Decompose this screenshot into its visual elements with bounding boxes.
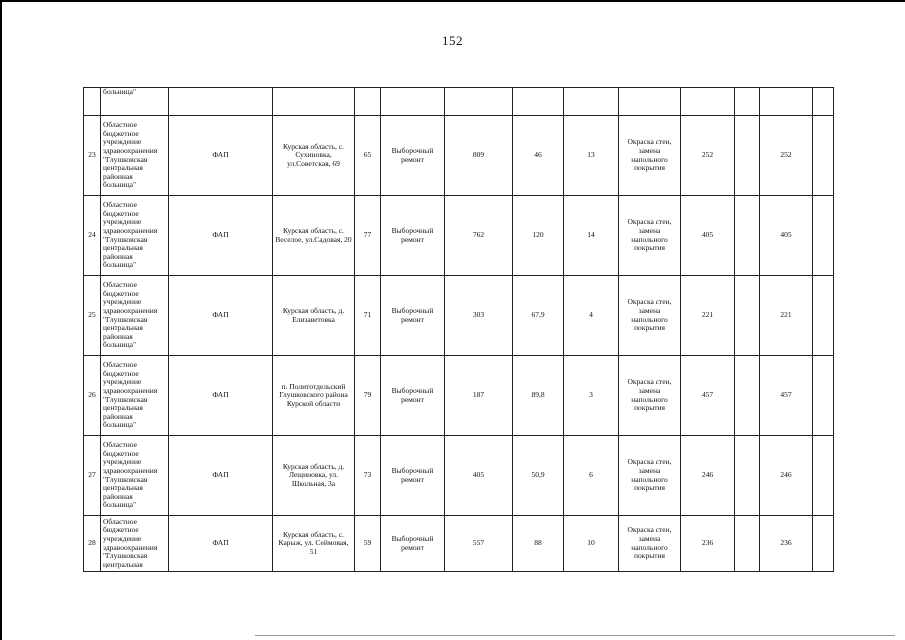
cell-col12 xyxy=(735,276,760,356)
cell-empty xyxy=(681,88,735,116)
cell-num xyxy=(84,88,101,116)
cell-col5: 65 xyxy=(355,116,381,196)
cell-col9: 10 xyxy=(564,516,619,572)
cell-works: Окраска стен, замена напольного покрытия xyxy=(619,356,681,436)
cell-num: 28 xyxy=(84,516,101,572)
table-row xyxy=(84,116,834,196)
table-row-carryover xyxy=(84,88,834,116)
cell-col12 xyxy=(735,356,760,436)
cell-type: ФАП xyxy=(169,436,273,516)
cell-org: Областное бюджетное учреждение здравоохранения "Глушковская центральная районная больница" xyxy=(101,436,169,516)
cell-col7: 557 xyxy=(445,516,513,572)
cell-repair: Выборочный ремонт xyxy=(381,356,445,436)
cell-num: 23 xyxy=(84,116,101,196)
cell-col5: 79 xyxy=(355,356,381,436)
cell-repair: Выборочный ремонт xyxy=(381,116,445,196)
cell-col8: 46 xyxy=(513,116,564,196)
cell-org: Областное бюджетное учреждение здравоохранения "Глушковская центральная районная больница" xyxy=(101,356,169,436)
cell-empty xyxy=(169,88,273,116)
cell-address: Курская область, с. Веселое, ул.Садовая, 20 xyxy=(273,196,355,276)
cell-col14 xyxy=(813,356,834,436)
cell-empty xyxy=(619,88,681,116)
table-row xyxy=(84,516,834,572)
cell-works: Окраска стен, замена напольного покрытия xyxy=(619,196,681,276)
cell-col11: 405 xyxy=(681,196,735,276)
cell-org: Областное бюджетное учреждение здравоохранения "Глушковская центральная xyxy=(101,516,169,572)
cell-repair: Выборочный ремонт xyxy=(381,276,445,356)
cell-type: ФАП xyxy=(169,356,273,436)
table-row xyxy=(84,196,834,276)
cell-col11: 246 xyxy=(681,436,735,516)
cell-col13: 252 xyxy=(760,116,813,196)
cell-col9: 13 xyxy=(564,116,619,196)
cell-empty xyxy=(355,88,381,116)
cell-col12 xyxy=(735,196,760,276)
cell-col12 xyxy=(735,516,760,572)
cell-num: 24 xyxy=(84,196,101,276)
cell-col8: 67,9 xyxy=(513,276,564,356)
table-row xyxy=(84,356,834,436)
cell-col7: 303 xyxy=(445,276,513,356)
cell-col12 xyxy=(735,116,760,196)
cell-num: 26 xyxy=(84,356,101,436)
cell-col13: 246 xyxy=(760,436,813,516)
cell-empty xyxy=(381,88,445,116)
page-number: 152 xyxy=(442,33,463,48)
cell-col9: 6 xyxy=(564,436,619,516)
cell-num: 25 xyxy=(84,276,101,356)
cell-col14 xyxy=(813,196,834,276)
cell-col14 xyxy=(813,276,834,356)
cell-org: больница" xyxy=(101,88,169,116)
cell-col8: 89,8 xyxy=(513,356,564,436)
cell-col13: 221 xyxy=(760,276,813,356)
scan-left-border xyxy=(0,0,2,640)
cell-num: 27 xyxy=(84,436,101,516)
cell-col5: 77 xyxy=(355,196,381,276)
table-row xyxy=(84,436,834,516)
cell-col5: 71 xyxy=(355,276,381,356)
cell-empty xyxy=(273,88,355,116)
cell-col9: 4 xyxy=(564,276,619,356)
cell-col8: 50,9 xyxy=(513,436,564,516)
cell-col8: 88 xyxy=(513,516,564,572)
cell-works: Окраска стен, замена напольного покрытия xyxy=(619,116,681,196)
cell-address: Курская область, д. Елизаветовка xyxy=(273,276,355,356)
cell-repair: Выборочный ремонт xyxy=(381,516,445,572)
cell-col11: 252 xyxy=(681,116,735,196)
cell-empty xyxy=(564,88,619,116)
cell-empty xyxy=(735,88,760,116)
cell-col5: 59 xyxy=(355,516,381,572)
cell-repair: Выборочный ремонт xyxy=(381,196,445,276)
cell-col11: 236 xyxy=(681,516,735,572)
cell-col7: 405 xyxy=(445,436,513,516)
cell-address: Курская область, с. Карыж, ул. Сеймовая, 51 xyxy=(273,516,355,572)
cell-org: Областное бюджетное учреждение здравоохранения "Глушковская центральная районная больница" xyxy=(101,276,169,356)
cell-address: Курская область, с. Сухиновка, ул.Советская, 69 xyxy=(273,116,355,196)
cell-type: ФАП xyxy=(169,116,273,196)
cell-empty xyxy=(760,88,813,116)
cell-col13: 236 xyxy=(760,516,813,572)
cell-empty xyxy=(445,88,513,116)
cell-col13: 457 xyxy=(760,356,813,436)
facilities-table xyxy=(83,87,834,572)
scan-top-border xyxy=(0,0,905,2)
cell-org: Областное бюджетное учреждение здравоохранения "Глушковская центральная районная больница" xyxy=(101,196,169,276)
cell-col7: 809 xyxy=(445,116,513,196)
table-row xyxy=(84,276,834,356)
cell-col13: 405 xyxy=(760,196,813,276)
cell-org: Областное бюджетное учреждение здравоохранения "Глушковская центральная районная больница" xyxy=(101,116,169,196)
cell-col9: 14 xyxy=(564,196,619,276)
cell-repair: Выборочный ремонт xyxy=(381,436,445,516)
cell-col11: 221 xyxy=(681,276,735,356)
cell-type: ФАП xyxy=(169,276,273,356)
cell-col14 xyxy=(813,116,834,196)
scan-bottom-line xyxy=(255,635,895,636)
cell-type: ФАП xyxy=(169,516,273,572)
cell-col7: 762 xyxy=(445,196,513,276)
cell-empty xyxy=(513,88,564,116)
cell-works: Окраска стен, замена напольного покрытия xyxy=(619,276,681,356)
cell-type: ФАП xyxy=(169,196,273,276)
cell-address: п. Политотдельский Глушковского района Курской области xyxy=(273,356,355,436)
cell-works: Окраска стен, замена напольного покрытия xyxy=(619,436,681,516)
cell-works: Окраска стен, замена напольного покрытия xyxy=(619,516,681,572)
cell-col11: 457 xyxy=(681,356,735,436)
cell-col14 xyxy=(813,516,834,572)
cell-col9: 3 xyxy=(564,356,619,436)
cell-empty xyxy=(813,88,834,116)
cell-col5: 73 xyxy=(355,436,381,516)
cell-address: Курская область, д. Лещиновка, ул. Школьная, 3а xyxy=(273,436,355,516)
cell-col12 xyxy=(735,436,760,516)
cell-col14 xyxy=(813,436,834,516)
cell-col8: 120 xyxy=(513,196,564,276)
cell-col7: 187 xyxy=(445,356,513,436)
